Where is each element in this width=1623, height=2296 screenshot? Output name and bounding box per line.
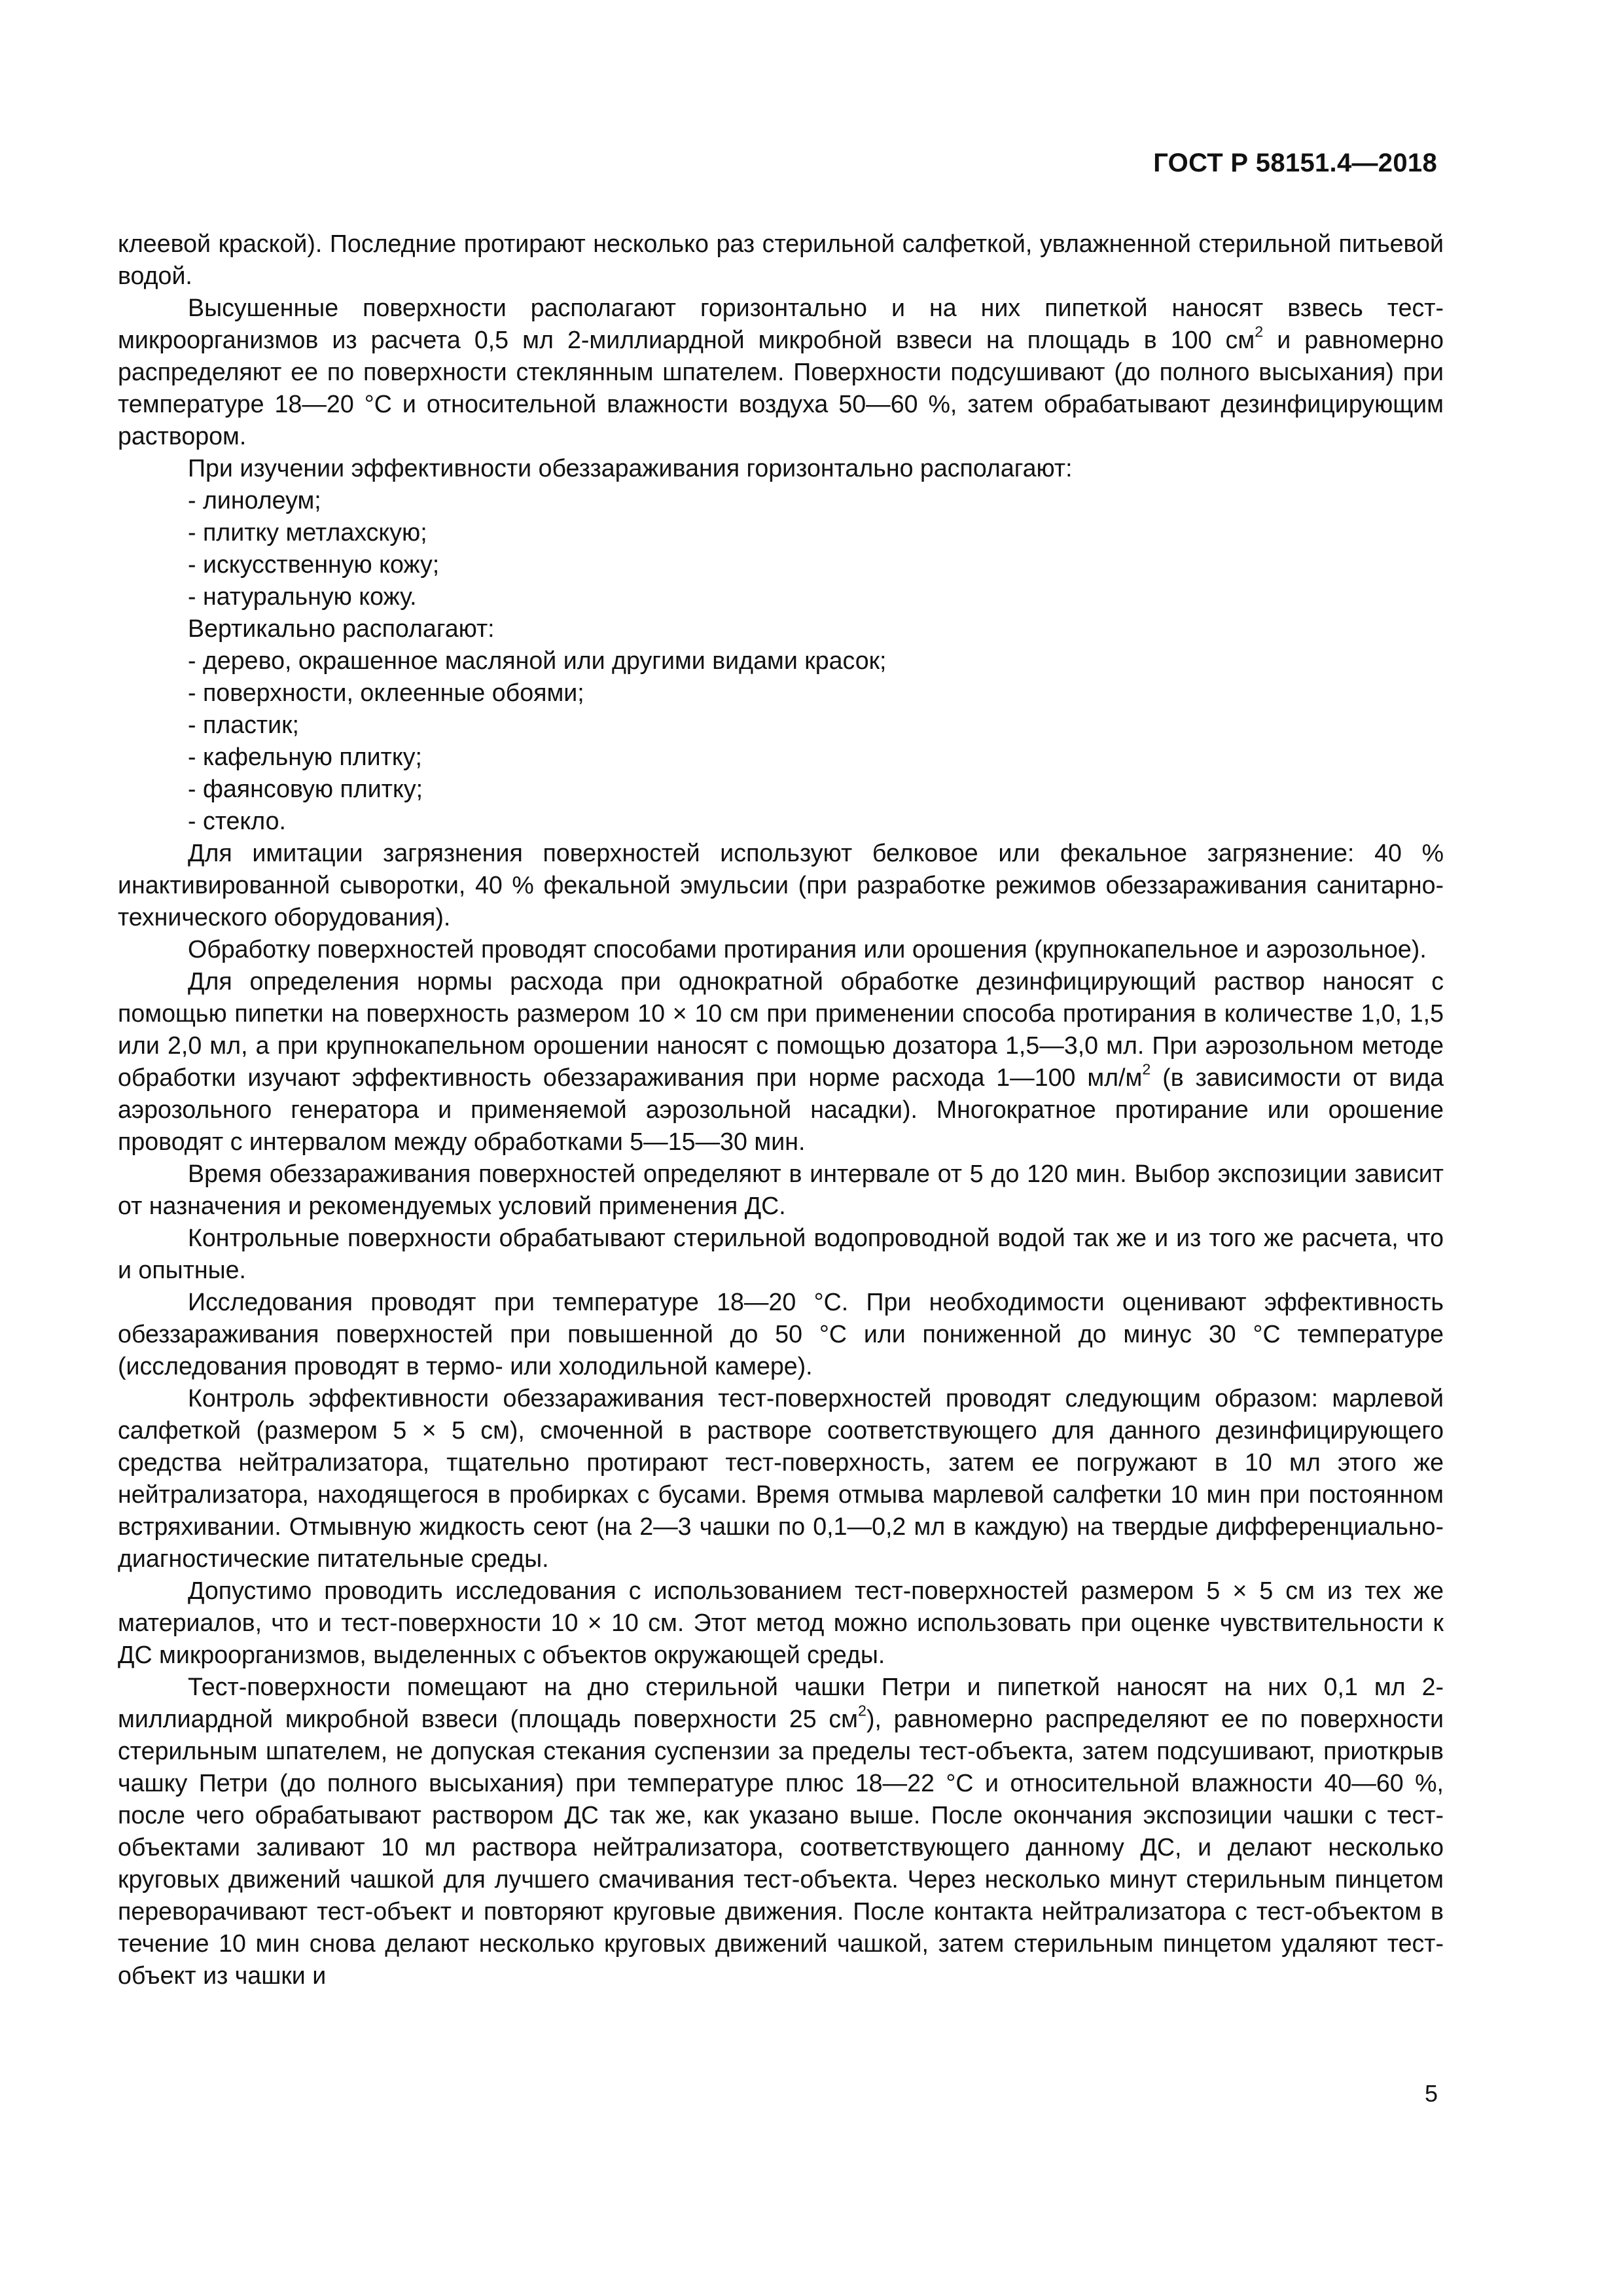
paragraph-text: Тест-поверхности помещают на дно стерильной чашки Петри и пипеткой наносят на них 0,1 мл 2-миллиардной микробной взвеси (площадь поверхности 25 см: [118, 1673, 1444, 1732]
list-item-vertical: - дерево, окрашенное масляной или другими видами красок;: [188, 647, 887, 674]
paragraph-small-surfaces: Допустимо проводить исследования с использованием тест-поверхностей размером 5 × 5 см из тех же материалов, что и тест-поверхности 10 × 10 см. Этот метод можно использовать при оценке чувствительности к ДС микроорганизмов, выделенных с объектов окружающей среды.: [118, 1577, 1444, 1668]
list-item-horizontal: - натуральную кожу.: [188, 583, 417, 610]
paragraph-text: Для определения нормы расхода при однократной обработке дезинфицирующий раствор наносят с помощью пипетки на поверхность размером 10 × 10 см при применении способа протирания в количестве 1,0, 1,5 или 2,0 мл, а при крупнокапельном орошении наносят с помощью дозатора 1,5—3,0 мл. При аэрозольном методе обработки изучают эффективность обеззараживания при норме расхода 1—100 мл/м: [118, 967, 1444, 1091]
paragraph-consumption-rate: [118, 965, 1444, 1158]
list-item-horizontal: - плитку метлахскую;: [188, 518, 427, 546]
paragraph-surface-prep: [118, 292, 1444, 452]
list-item-vertical: - стекло.: [188, 807, 286, 834]
paragraph-efficacy-control: Контроль эффективности обеззараживания тест-поверхностей проводят следующим образом: марлевой салфеткой (размером 5 × 5 см), смоченной в растворе соответствующего для данного дезинфицирующего средства нейтрализатора, тщательно протирают тест-поверхность, затем ее погружают в 10 мл этого же нейтрализатора, находящегося в пробирках с бусами. Время отмыва марлевой салфетки 10 мин при постоянном встряхивании. Отмывную жидкость сеют (на 2—3 чашки по 0,1—0,2 мл в каждую) на твердые дифференциально-диагностические питательные среды.: [118, 1384, 1444, 1572]
superscript: 2: [1255, 323, 1264, 340]
paragraph-treatment-methods: Обработку поверхностей проводят способами протирания или орошения (крупнокапельное и аэрозольное).: [188, 935, 1427, 963]
list-item-horizontal: - искусственную кожу;: [188, 550, 440, 578]
superscript: 2: [857, 1702, 866, 1719]
superscript: 2: [1142, 1060, 1151, 1078]
paragraph-control-surfaces: Контрольные поверхности обрабатывают стерильной водопроводной водой так же и из того же расчета, что и опытные.: [118, 1224, 1444, 1283]
paragraph-petri-dish: [118, 1671, 1444, 1992]
paragraph-text: Высушенные поверхности располагают горизонтально и на них пипеткой наносят взвесь тест-микроорганизмов из расчета 0,5 мл 2-миллиардной микробной взвеси на площадь в 100 см: [118, 294, 1444, 353]
paragraph-text: ), равномерно распределяют ее по поверхности стерильным шпателем, не допуская стекания суспензии за пределы тест-объекта, затем подсушивают, приоткрыв чашку Петри (до полного высыхания) при температуре плюс 18—22 °С и относительной влажности 40—60 %, после чего обрабатывают раствором ДС так же, как указано выше. После окончания экспозиции чашки с тест-объектами заливают 10 мл раствора нейтрализатора, соответствующего данному ДС, и делают несколько круговых движений чашкой для лучшего смачивания тест-объекта. Через несколько минут стерильным пинцетом переворачивают тест-объект и повторяют круговые движения. После контакта нейтрализатора с тест-объектом в течение 10 мин снова делают несколько круговых движений чашкой, затем стерильным пинцетом удаляют тест-объект из чашки и: [118, 1705, 1444, 1989]
list-item-vertical: - кафельную плитку;: [188, 743, 422, 770]
paragraph-vertical-intro: Вертикально располагают:: [188, 615, 495, 642]
paragraph-exposure-time: Время обеззараживания поверхностей определяют в интервале от 5 до 120 мин. Выбор экспозиции зависит от назначения и рекомендуемых условий применения ДС.: [118, 1160, 1444, 1219]
list-item-horizontal: - линолеум;: [188, 486, 321, 514]
list-item-vertical: - поверхности, оклеенные обоями;: [188, 679, 584, 706]
paragraph-contamination: Для имитации загрязнения поверхностей используют белковое или фекальное загрязнение: 40 % инактивированной сыворотки, 40 % фекальной эмульсии (при разработке режимов обеззараживания санитарно-технического оборудования).: [118, 839, 1444, 931]
paragraph-horizontal-intro: При изучении эффективности обеззараживания горизонтально располагают:: [188, 454, 1073, 482]
document-header-id: ГОСТ Р 58151.4—2018: [1153, 149, 1437, 177]
document-body: [118, 228, 1444, 1992]
list-item-vertical: - пластик;: [188, 711, 300, 738]
paragraph-text: (в зависимости от вида аэрозольного генератора и применяемой аэрозольной насадки). Многократное протирание или орошение проводят с интервалом между обработками 5—15—30 мин.: [118, 1064, 1444, 1155]
paragraph-continuation: клеевой краской). Последние протирают несколько раз стерильной салфеткой, увлажненной стерильной питьевой водой.: [118, 230, 1444, 289]
page-number: 5: [1424, 2080, 1438, 2107]
paragraph-temperature: Исследования проводят при температуре 18—20 °С. При необходимости оценивают эффективность обеззараживания поверхностей при повышенной до 50 °С или пониженной до минус 30 °С температуре (исследования проводят в термо- или холодильной камере).: [118, 1288, 1444, 1380]
list-item-vertical: - фаянсовую плитку;: [188, 775, 423, 802]
paragraph-text: и равномерно распределяют ее по поверхности стеклянным шпателем. Поверхности подсушивают (до полного высыхания) при температуре 18—20 °С и относительной влажности воздуха 50—60 %, затем обрабатывают дезинфицирующим раствором.: [118, 326, 1444, 450]
